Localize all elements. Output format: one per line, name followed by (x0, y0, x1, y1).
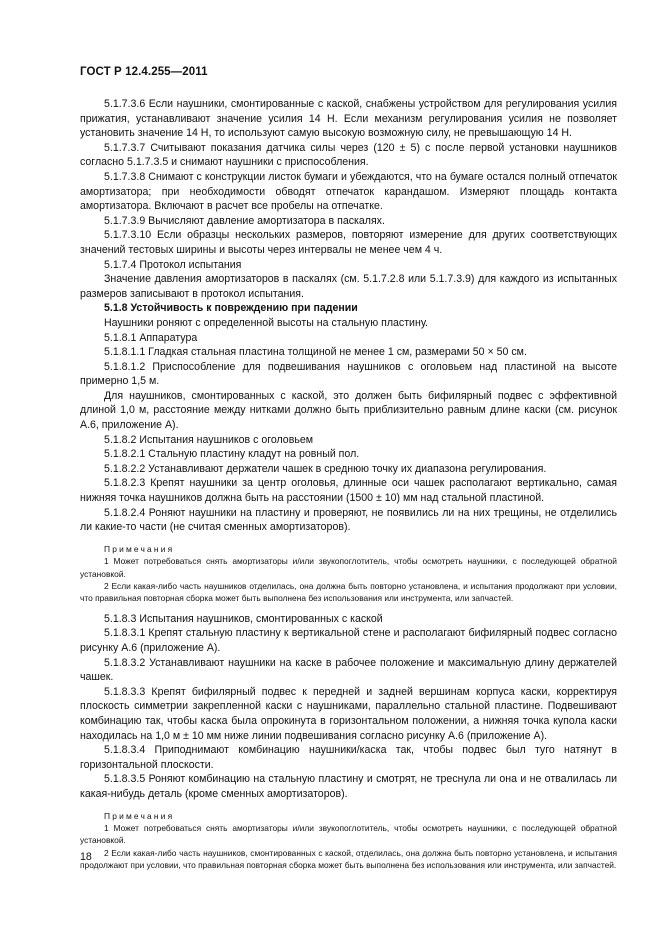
notes-block (80, 810, 617, 872)
paragraph: 5.1.7.3.7 Считывают показания датчика силы через (120 ± 5) с после первой установки наушников согласно 5.1.7.3.5 и снимают наушники с приспособления. (80, 141, 617, 169)
paragraph: 5.1.8.1 Аппаратура (104, 331, 198, 344)
paragraph: Наушники роняют с определенной высоты на стальную пластину. (104, 316, 429, 329)
paragraph: 5.1.8.2.3 Крепят наушники за центр оголовья, длинные оси чашек располагают вертикально, самая нижняя точка наушников должна быть на расстоянии (1500 ± 10) мм над стальной пластиной. (80, 477, 617, 505)
notes-heading: Примечания (104, 543, 175, 554)
paragraph: 5.1.8.2.1 Стальную пластину кладут на ровный пол. (104, 448, 360, 461)
paragraph: 5.1.8.3.4 Приподнимают комбинацию наушники/каска так, чтобы подвес был туго натянут в горизонтальной плоскости. (80, 744, 617, 771)
paragraph: 5.1.8.3 Испытания наушников, смонтированных с каской (104, 612, 383, 625)
paragraph: 5.1.7.4 Протокол испытания (104, 258, 242, 271)
paragraph: 5.1.7.3.10 Если образцы нескольких размеров, повторяют измерение для других соответствующих значений тестовых ширины и высоты через интервалы не менее чем 4 ч. (80, 229, 617, 256)
paragraph: 5.1.7.3.6 Если наушники, смонтированные с каской, снабжены устройством для регулирования усилия прижатия, устанавливают значение усилия 14 Н. Если механизм регулирования усилия не позволяет установить значение 14 Н, то используют самую высокую возможную силу, не превышающую 14 Н. (80, 98, 617, 140)
paragraph: 5.1.8.2 Испытания наушников с оголовьем (104, 433, 314, 446)
paragraph: 5.1.8.2.4 Роняют наушники на пластину и проверяют, не появились ли на них трещины, не отделились ли какие-то части (не считая сменных амортизаторов). (80, 506, 617, 534)
paragraph: 5.1.8.3.2 Устанавливают наушники на каске в рабочее положение и максимальную длину держателей чашек. (80, 656, 617, 684)
notes-block (80, 543, 617, 605)
paragraph: 5.1.8.2.2 Устанавливают держатели чашек в среднюю точку их диапазона регулирования. (104, 462, 547, 475)
paragraph: 5.1.8.3.3 Крепят бифилярный подвес к передней и задней вершинам корпуса каски, корректируя плоскость симметрии закрепленной каски с наушниками, параллельно стальной пластине. Подвешивают комбинацию так, чтобы каска была опрокинута в горизонтальном положении, а нижняя точка купола каски находилась на 1,0 м ± 10 мм ниже линии подвешивания согласно рисунку А.6 (приложение А). (80, 685, 617, 742)
note-item: 2 Если какая-либо часть наушников, смонтированных с каской, отделилась, она должна быть повторно установлена, и испытания продолжают при условии, что правильная повторная сборка может быть выполнена без использования или инструмента, или запчастей. (80, 847, 617, 871)
paragraph: 5.1.8.1.2 Приспособление для подвешивания наушников с оголовьем над пластиной на высоте примерно 1,5 м. (80, 360, 617, 388)
note-item: 1 Может потребоваться снять амортизаторы и/или звукопоглотитель, чтобы осмотреть наушники, с последующей обратной установкой. (80, 556, 617, 579)
section-heading: 5.1.8 Устойчивость к повреждению при падении (104, 302, 358, 315)
document-header: ГОСТ Р 12.4.255—2011 (80, 66, 208, 78)
note-item: 1 Может потребоваться снять амортизаторы и/или звукопоглотитель, чтобы осмотреть наушники, с последующей обратной установкой. (80, 822, 617, 846)
paragraph: 5.1.8.3.1 Крепят стальную пластину к вертикальной стене и располагают бифилярный подвес согласно рисунку А.6 (приложение А). (80, 627, 617, 655)
paragraph: Значение давления амортизаторов в паскалях (см. 5.1.7.2.8 или 5.1.7.3.9) для каждого из испытанных размеров записывают в протокол испытания. (80, 273, 617, 300)
note-item: 2 Если какая-либо часть наушников отделилась, она должна быть повторно установлена, и испытания продолжают при условии, что правильная повторная сборка может быть выполнена без использования или инструмента, или запчастей. (80, 581, 617, 604)
notes-heading: Примечания (104, 810, 175, 821)
document-body (80, 97, 617, 872)
paragraph: Для наушников, смонтированных с каской, это должен быть бифилярный подвес с эффективной длиной 1,0 м, расстояние между нитками должно быть приблизительно равным длине каски (см. рисунок А.6, приложение А). (80, 389, 617, 432)
paragraph: 5.1.7.3.8 Снимают с конструкции листок бумаги и убеждаются, что на бумаге остался полный отпечаток амортизатора; при необходимости обводят отпечаток карандашом. Измеряют площадь контакта амортизатора. Включают в расчет все пробелы на отпечатке. (80, 170, 617, 213)
page-number: 18 (80, 851, 92, 863)
paragraph: 5.1.8.3.5 Роняют комбинацию на стальную пластину и смотрят, не треснула ли она и не отвалилась ли какая-нибудь деталь (кроме сменных амортизаторов). (80, 773, 617, 800)
paragraph: 5.1.7.3.9 Вычисляют давление амортизатора в паскалях. (104, 214, 385, 227)
paragraph: 5.1.8.1.1 Гладкая стальная пластина толщиной не менее 1 см, размерами 50 × 50 см. (104, 346, 527, 359)
